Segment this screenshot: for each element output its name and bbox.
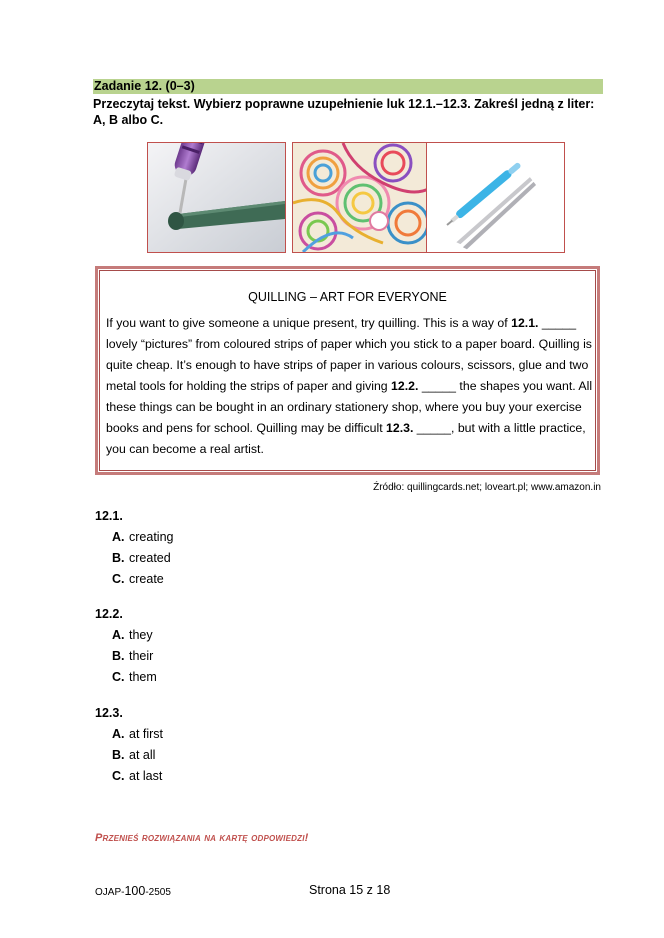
quilling-tool-photo xyxy=(147,142,286,253)
option-text: them xyxy=(129,670,157,684)
exam-code-number: 100 xyxy=(124,884,146,898)
quilling-art-photo xyxy=(292,142,431,253)
option-a[interactable] xyxy=(112,726,163,742)
task-instruction: Przeczytaj tekst. Wybierz poprawne uzupełnienie luk 12.1.–12.3. Zakreśl jedną z liter: A, B albo C. xyxy=(93,97,595,127)
source-note: Źródło: quillingcards.net; loveart.pl; www.amazon.in xyxy=(373,482,601,493)
article-text-part3: _____ the shapes you want. All these things can be bought in an ordinary stationery shop, where you buy your exercise books and pens for school. Quilling may be difficult xyxy=(106,379,593,435)
option-letter: A. xyxy=(112,727,125,741)
exam-code xyxy=(95,884,171,898)
option-letter: A. xyxy=(112,530,125,544)
option-c[interactable] xyxy=(112,768,162,784)
article-title: QUILLING – ART FOR EVERYONE xyxy=(248,290,447,304)
option-text: at first xyxy=(129,727,164,741)
article-text-part4: _____, but with a little practice, you can become a real artist. xyxy=(106,421,586,456)
option-b[interactable] xyxy=(112,747,155,763)
option-c[interactable] xyxy=(112,669,157,685)
option-letter: B. xyxy=(112,748,125,762)
option-b[interactable] xyxy=(112,648,153,664)
option-letter: A. xyxy=(112,628,125,642)
option-text: create xyxy=(129,572,164,586)
option-letter: B. xyxy=(112,551,125,565)
option-c[interactable] xyxy=(112,571,164,587)
question-number: 12.2. xyxy=(95,607,123,621)
option-text: their xyxy=(129,649,154,663)
question-12-3 xyxy=(95,705,164,783)
option-letter: C. xyxy=(112,670,125,684)
option-letter: C. xyxy=(112,769,125,783)
article-text xyxy=(106,313,593,460)
option-letter: B. xyxy=(112,649,125,663)
option-text: at last xyxy=(129,769,163,783)
task-header: Zadanie 12. (0–3) xyxy=(93,79,603,94)
article-box xyxy=(95,266,600,475)
page-number: Strona 15 z 18 xyxy=(309,883,391,897)
exam-code-prefix: OJAP- xyxy=(95,887,125,898)
option-a[interactable] xyxy=(112,529,173,545)
option-a[interactable] xyxy=(112,627,153,643)
gap-12-3: 12.3. xyxy=(386,421,414,435)
question-number: 12.1. xyxy=(95,509,123,523)
option-text: at all xyxy=(129,748,156,762)
article-text-part2: _____ lovely “pictures” from coloured strips of paper which you stick to a paper board. Quilling is quite cheap. It’s enough to have strips of paper in various colours, scissors, glue and two metal tools for holding the strips of paper and giving xyxy=(106,316,592,393)
option-letter: C. xyxy=(112,572,125,586)
article-text-part1: If you want to give someone a unique present, try quilling. This is a way of xyxy=(106,316,512,330)
transfer-answers-note: Przenieś rozwiązania na kartę odpowiedzi! xyxy=(95,832,309,844)
question-number: 12.3. xyxy=(95,706,123,720)
question-12-1 xyxy=(95,508,174,586)
option-text: created xyxy=(129,551,171,565)
gap-12-1: 12.1. xyxy=(511,316,539,330)
option-b[interactable] xyxy=(112,550,171,566)
exam-code-suffix: -2505 xyxy=(145,887,171,898)
question-12-2 xyxy=(95,606,157,684)
quilling-tweezers-photo xyxy=(426,142,565,253)
gap-12-2: 12.2. xyxy=(391,379,419,393)
option-text: they xyxy=(129,628,153,642)
option-text: creating xyxy=(129,530,174,544)
